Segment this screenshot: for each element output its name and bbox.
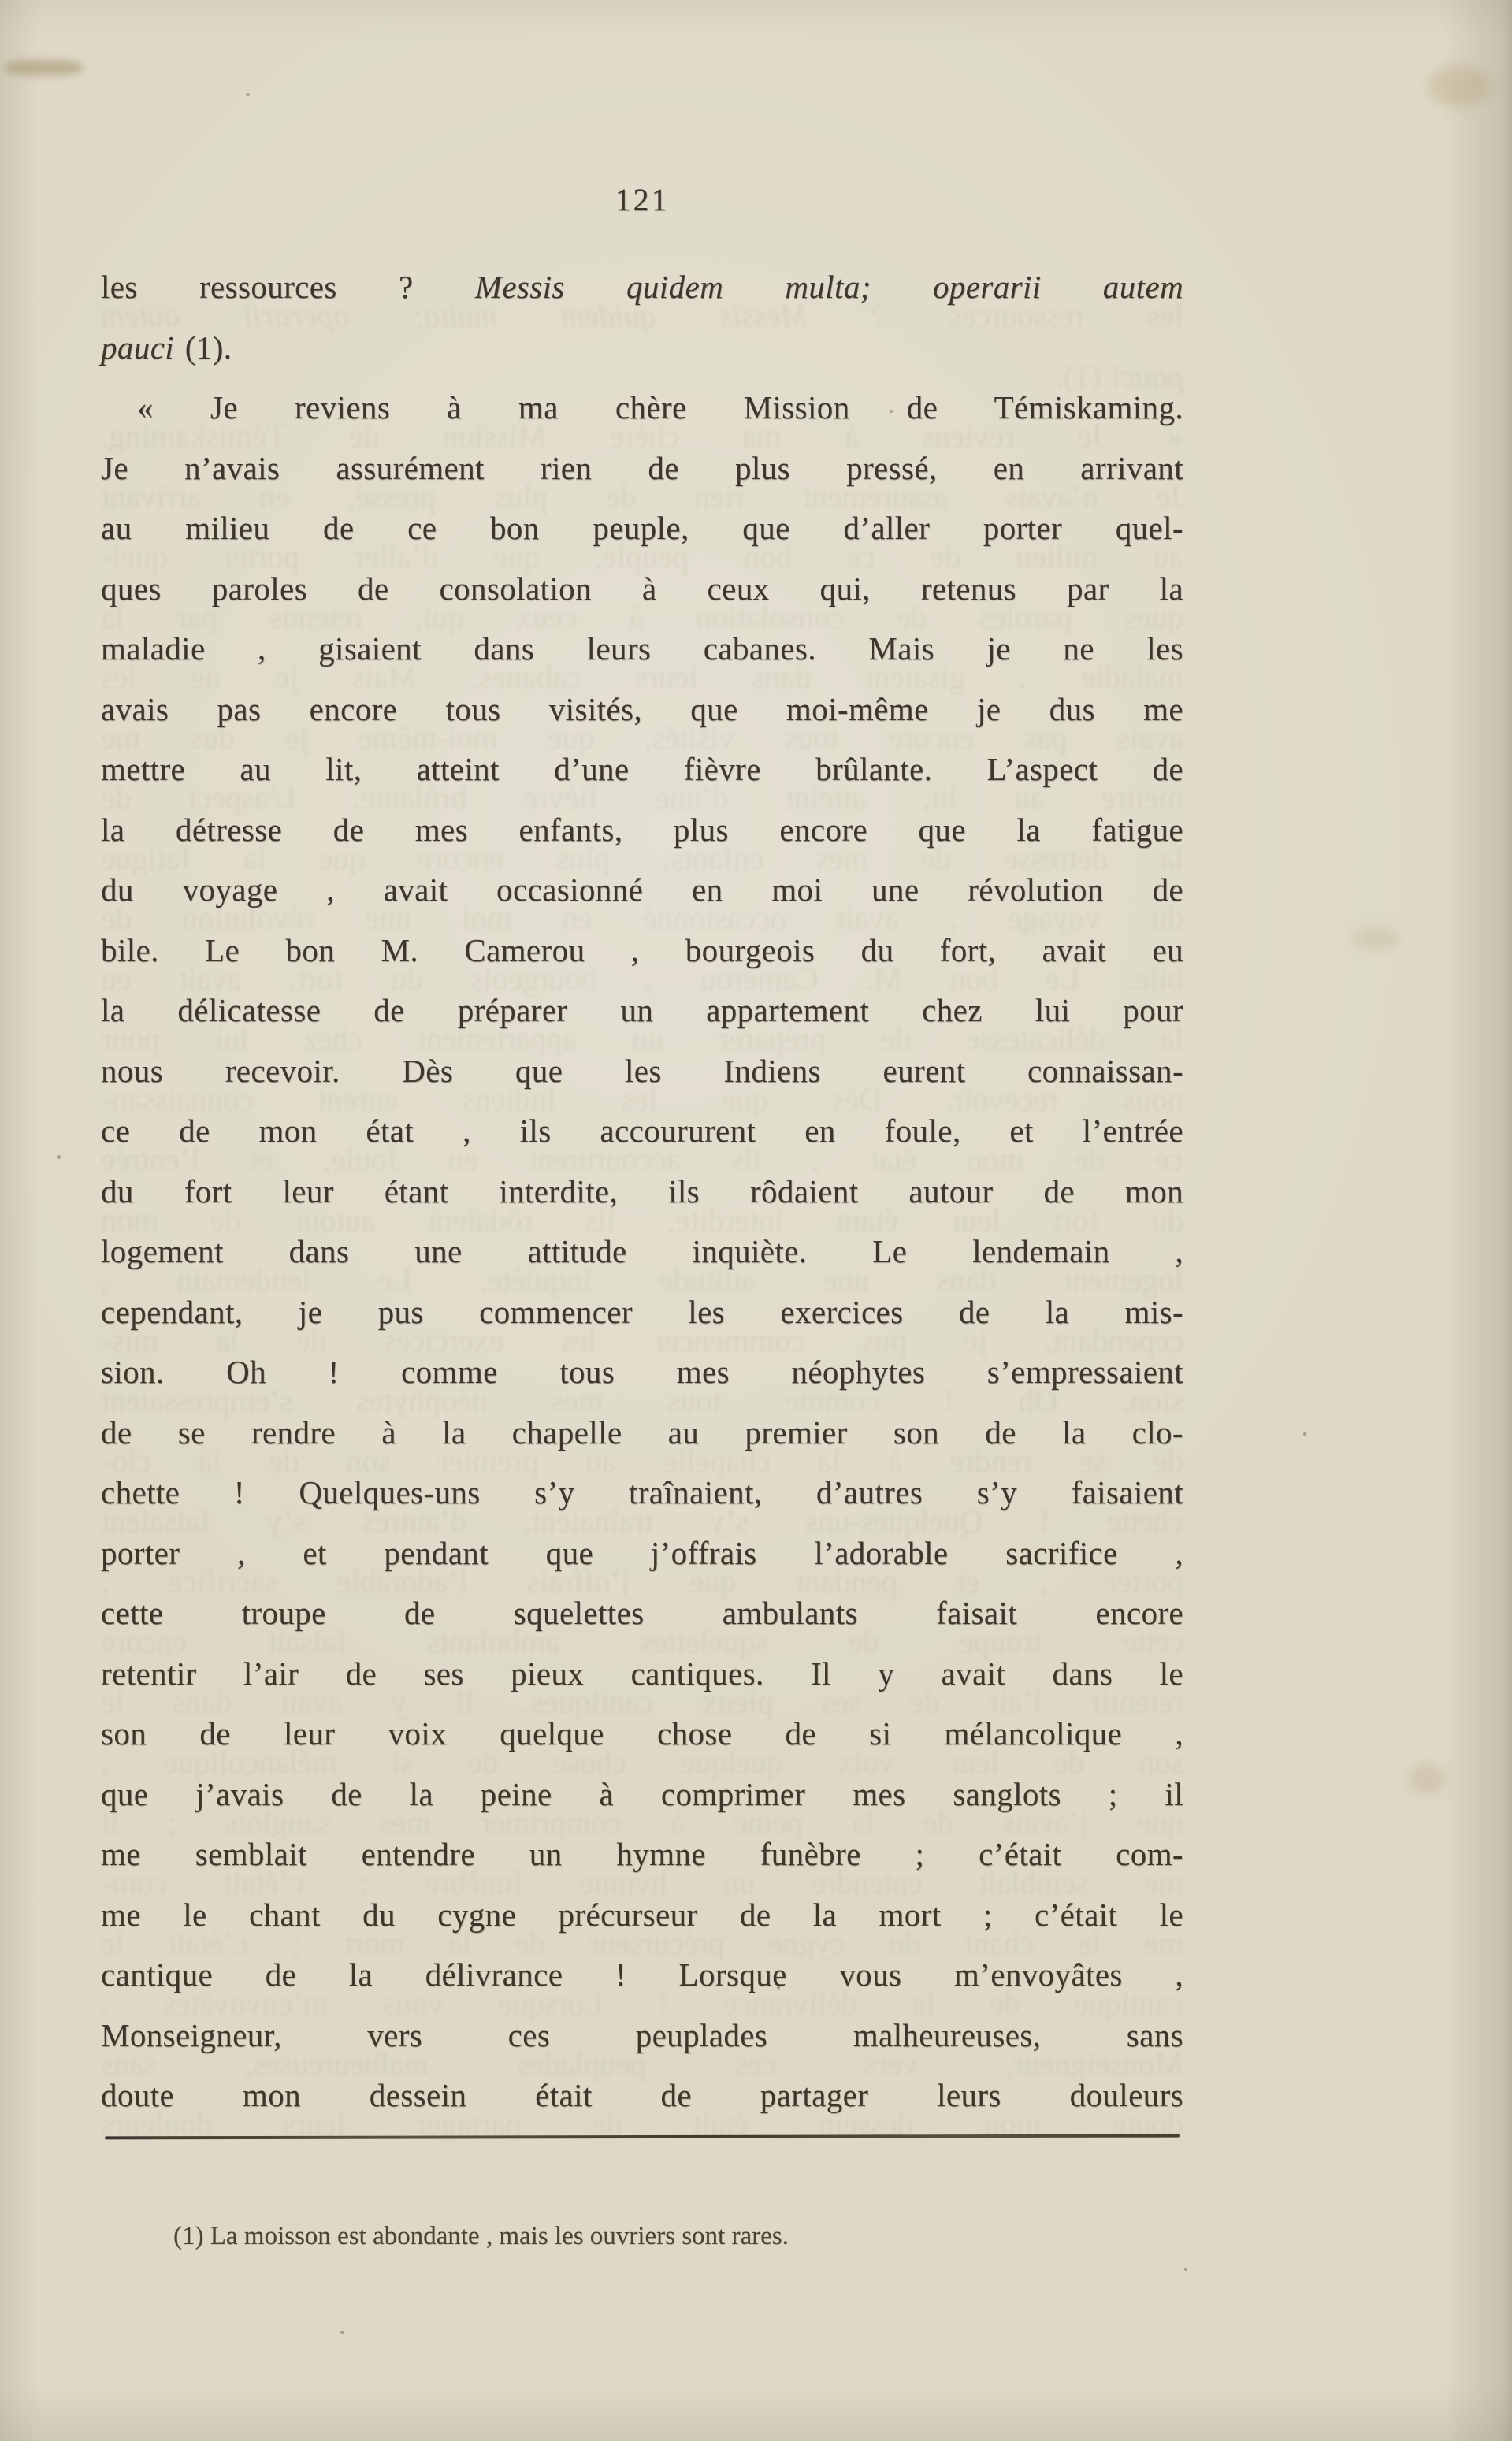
ink-smudge — [5, 60, 84, 76]
text-segment: au milieu de ce bon peuple, que d’aller porter quel- — [101, 538, 1183, 574]
text-segment: cantique de la délivrance ! Lorsque vous m’envoyâtes , — [101, 1985, 1183, 2021]
text-line — [101, 679, 1183, 740]
text-segment: nous recevoir. Dès que les Indiens eurent connaissan- — [101, 1080, 1183, 1117]
text-line — [101, 739, 1183, 800]
text-segment: la détresse de mes enfants, plus encore que la fatigue — [101, 839, 1183, 876]
text-line — [101, 1945, 1183, 2005]
text-segment: « Je reviens à ma chère Mission de Témiskaming. — [137, 389, 1183, 425]
text-line — [101, 1644, 1183, 1704]
text-segment: « Je reviens à ma chère Mission de Témiskaming. — [101, 418, 1183, 454]
text-segment: du voyage , avait occasionné en moi une révolution de — [101, 871, 1183, 908]
text-segment: de se rendre à la chapelle au premier son de la clo- — [101, 1414, 1183, 1451]
text-line — [101, 1403, 1183, 1463]
text-segment: cependant, je pus commencer les exercices de la mis- — [101, 1321, 1183, 1358]
text-segment: que j’avais de la peine à comprimer mes sanglots ; il — [101, 1804, 1183, 1841]
text-segment: sion. Oh ! comme tous mes néophytes s’empressaient — [101, 1354, 1183, 1390]
text-segment: logement dans une attitude inquiète. Le lendemain , — [101, 1233, 1183, 1269]
text-segment: les ressources ? — [808, 297, 1183, 333]
text-segment: maladie , gisaient dans leurs cabanes. Mais je ne les — [101, 659, 1183, 695]
paper-stain — [1352, 928, 1399, 949]
text-segment: me le chant du cygne précurseur de la mort ; c’était le — [101, 1896, 1183, 1933]
text-line — [101, 2065, 1183, 2126]
text-line — [101, 1041, 1183, 1102]
text-line — [101, 1342, 1183, 1403]
text-segment: nous recevoir. Dès que les Indiens eurent connaissan- — [101, 1052, 1183, 1089]
text-line — [101, 619, 1183, 679]
text-segment: cantique de la délivrance ! Lorsque vous m’envoyâtes , — [101, 1956, 1183, 1993]
text-segment: Monseigneur, vers ces peuplades malheureuses, sans — [101, 2016, 1183, 2053]
text-segment: Je n’avais assurément rien de plus pressé, en arrivant — [101, 449, 1183, 486]
paper-speck — [1303, 1432, 1306, 1436]
latin-italic-segment: pauci — [101, 329, 175, 366]
text-line — [101, 1462, 1183, 1523]
text-segment: de se rendre à la chapelle au premier son de la clo- — [101, 1442, 1183, 1479]
text-segment: ques paroles de consolation à ceux qui, retenus par la — [101, 598, 1183, 635]
page-number: 121 — [615, 182, 670, 217]
text-segment: me semblait entendre un hymne funèbre ; c’était com- — [101, 1836, 1183, 1872]
text-line — [101, 1221, 1183, 1282]
text-segment: du fort leur étant interdite, ils rôdaient autour de mon — [101, 1201, 1183, 1238]
latin-italic-segment: Messis quidem multa; operarii autem — [474, 269, 1183, 305]
text-line — [101, 800, 1183, 860]
text-segment: Je n’avais assurément rien de plus pressé, en arrivant — [101, 477, 1183, 515]
text-segment: ques paroles de consolation à ceux qui, retenus par la — [101, 570, 1183, 607]
paper-speck — [57, 1155, 61, 1159]
text-segment: retentir l’air de ses pieux cantiques. Il y avait dans le — [101, 1683, 1183, 1720]
text-segment: porter , et pendant que j’offrais l’adorable sacrifice , — [101, 1534, 1183, 1571]
text-segment: la détresse de mes enfants, plus encore que la fatigue — [101, 811, 1183, 848]
text-segment: avais pas encore tous visités, que moi-même je dus me — [101, 690, 1183, 727]
text-segment: chette ! Quelques-uns s’y traînaient, d’autres s’y faisaient — [101, 1503, 1183, 1539]
text-segment: ce de mon état , ils accoururent en foule, et l’entrée — [101, 1141, 1183, 1177]
text-segment: maladie , gisaient dans leurs cabanes. Mais je ne les — [101, 630, 1183, 667]
text-segment: (1). — [174, 329, 232, 366]
text-segment: chette ! Quelques-uns s’y traînaient, d’autres s’y faisaient — [101, 1474, 1183, 1510]
text-segment: me semblait entendre un hymne funèbre ; c’était com- — [101, 1864, 1183, 1900]
text-line — [101, 318, 1183, 378]
text-segment: me le chant du cygne précurseur de la mort ; c’était le — [101, 1924, 1183, 1961]
latin-italic-segment: Messis quidem multa; operarii autem — [101, 297, 808, 333]
text-segment: logement dans une attitude inquiète. Le lendemain , — [101, 1261, 1183, 1298]
text-segment: que j’avais de la peine à comprimer mes sanglots ; il — [101, 1775, 1183, 1812]
text-segment: la délicatesse de préparer un appartement chez lui pour — [101, 1020, 1183, 1057]
text-line — [101, 1764, 1183, 1825]
text-segment: la délicatesse de préparer un appartement chez lui pour — [101, 992, 1183, 1028]
text-line — [101, 1161, 1183, 1222]
text-line — [101, 860, 1183, 920]
text-segment: porter , et pendant que j’offrais l’adorable sacrifice , — [101, 1562, 1183, 1599]
text-segment: les ressources ? — [101, 269, 475, 305]
text-segment: sion. Oh ! comme tous mes néophytes s’empressaient — [101, 1382, 1183, 1418]
text-segment: retentir l’air de ses pieux cantiques. Il y avait dans le — [101, 1655, 1183, 1692]
text-segment: Monseigneur, vers ces peuplades malheureuses, sans — [101, 2045, 1183, 2082]
text-segment: cette troupe de squelettes ambulants faisait encore — [101, 1595, 1183, 1631]
text-line — [101, 1101, 1183, 1161]
text-line — [101, 1583, 1183, 1644]
text-segment: mettre au lit, atteint d’une fièvre brûlante. L’aspect de — [101, 779, 1183, 816]
text-segment: (1). — [1055, 357, 1112, 394]
paper-speck — [246, 93, 250, 96]
text-line — [101, 980, 1183, 1041]
text-line — [101, 438, 1183, 499]
text-segment: bile. Le bon M. Camerou , bourgeois du fort, avait eu — [101, 931, 1183, 968]
text-segment: doute mon dessein était de partager leurs douleurs — [101, 2105, 1183, 2142]
text-segment: mettre au lit, atteint d’une fièvre brûlante. L’aspect de — [101, 751, 1183, 787]
paper-stain — [1409, 1763, 1445, 1795]
text-line — [101, 498, 1183, 559]
text-segment: son de leur voix quelque chose de si mélancolique , — [101, 1715, 1183, 1752]
footnote: (1) La moisson est abondante , mais les ouvriers sont rares. — [173, 2222, 789, 2250]
text-line — [101, 1824, 1183, 1885]
body-text — [101, 257, 1183, 2126]
paper-stain — [1428, 66, 1489, 107]
latin-italic-segment: pauci — [1111, 357, 1183, 394]
text-segment: bile. Le bon M. Camerou , bourgeois du fort, avait eu — [101, 960, 1183, 997]
text-segment: ce de mon état , ils accoururent en foule, et l’entrée — [101, 1113, 1183, 1149]
paper-speck — [1184, 2268, 1187, 2271]
text-line — [101, 2005, 1183, 2066]
paper-speck — [340, 2331, 344, 2334]
text-line — [101, 377, 1183, 438]
text-segment: cette troupe de squelettes ambulants faisait encore — [101, 1623, 1183, 1659]
text-line — [101, 1885, 1183, 1945]
text-segment: au milieu de ce bon peuple, que d’aller porter quel- — [101, 510, 1183, 546]
text-line — [101, 257, 1183, 318]
text-line — [101, 1703, 1183, 1764]
text-segment: cependant, je pus commencer les exercices de la mis- — [101, 1293, 1183, 1330]
text-line — [101, 1523, 1183, 1584]
text-segment: son de leur voix quelque chose de si mélancolique , — [101, 1744, 1183, 1780]
text-line — [101, 1282, 1183, 1343]
text-line — [101, 559, 1183, 619]
text-segment: avais pas encore tous visités, que moi-même je dus me — [101, 719, 1183, 756]
text-segment: du voyage , avait occasionné en moi une révolution de — [101, 900, 1183, 936]
text-segment: doute mon dessein était de partager leurs douleurs — [101, 2077, 1183, 2113]
text-segment: du fort leur étant interdite, ils rôdaient autour de mon — [101, 1172, 1183, 1209]
footnote-rule — [105, 2134, 1180, 2140]
text-line — [101, 920, 1183, 981]
